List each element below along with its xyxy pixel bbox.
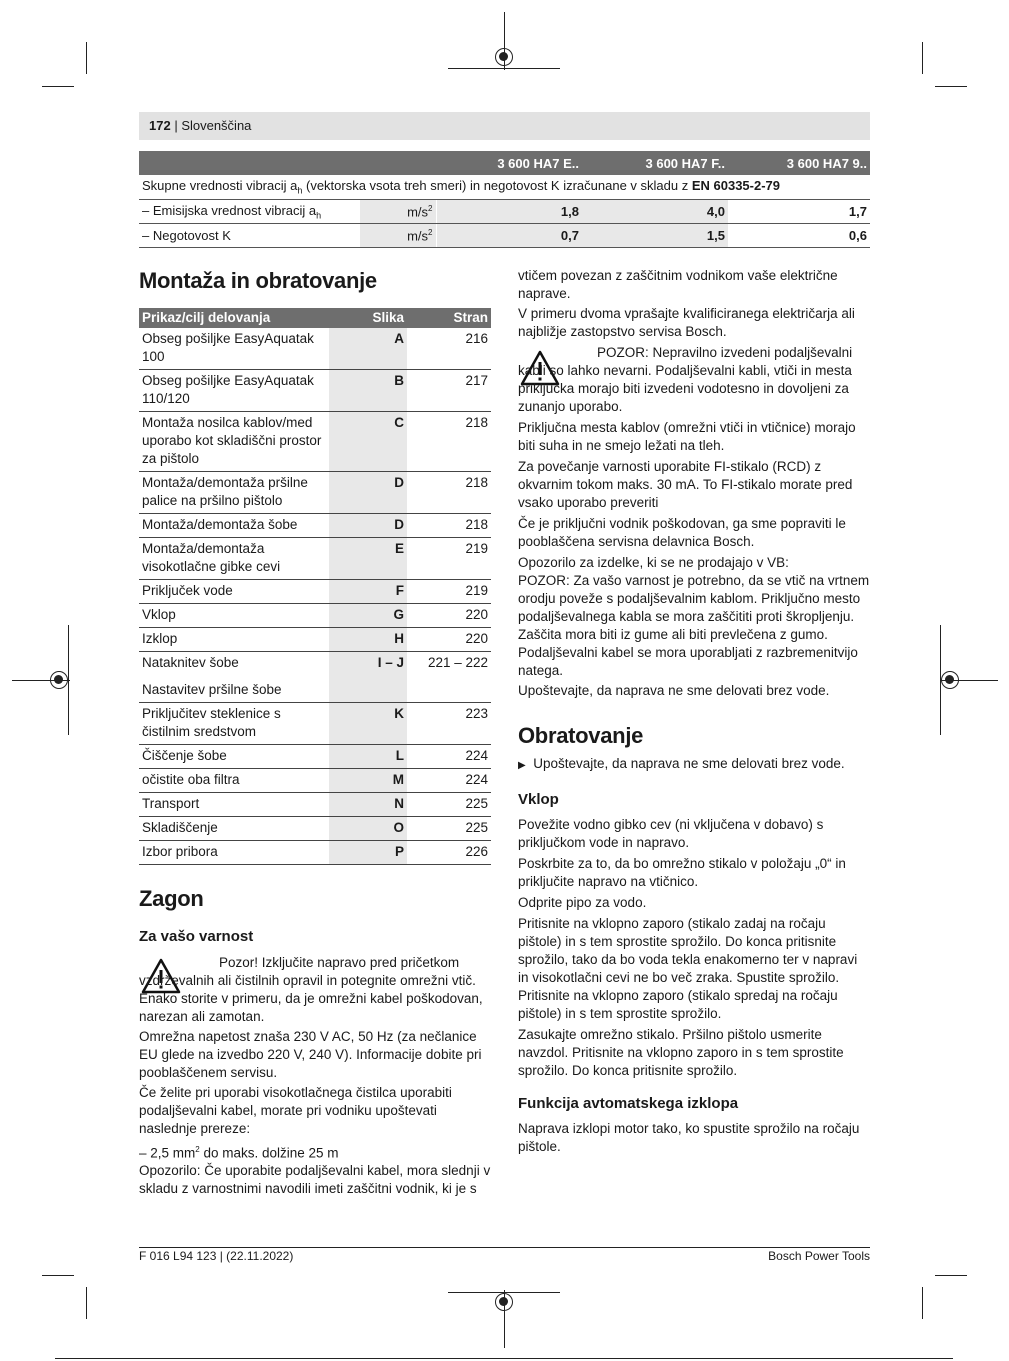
row-label: Nataknitev šobe Nastavitev pršilne šobe [139,652,329,703]
table-row [139,538,491,580]
page-ref: 225 [407,817,491,841]
paragraph: V primeru dvoma vprašajte kvalificiranega električarja ali najbližje zastopstvo servisa Bosch. [518,306,855,339]
table-row [139,652,491,703]
row-label: Izklop [139,628,329,652]
row-label: Obseg pošiljke EasyAquatak 100 [139,328,329,370]
table-row [139,514,491,538]
paragraph: – 2,5 $mm^2$ do maks. dolžine 25 m [139,1145,339,1161]
row-label: – Negotovost K [139,224,360,248]
page-ref: 218 [407,514,491,538]
figure-ref: A [329,328,407,370]
montaza-table [139,308,491,865]
section-title-montaza: Montaža in obratovanje [139,268,377,293]
table-row: – Negotovost K $m/s^2$ 0,7 1,5 0,6 [139,224,870,248]
page-ref: 217 [407,370,491,412]
paragraph: Če želite pri uporabi visokotlačnega čistilca uporabiti podaljševalni kabel, morate pri vodniku upoštevati naslednje prereze: [139,1085,452,1136]
figure-ref: H [329,628,407,652]
figure-ref: L [329,745,407,769]
bullet-item: ▶ Upoštevajte, da naprava ne sme delovati brez vode. [518,756,845,771]
row-label: Priključek vode [139,580,329,604]
table-row [139,328,491,370]
paragraph: Povežite vodno gibko cev (ni vključena v dobavo) s priključkom vode in napravo. [518,817,824,850]
paragraph: Za povečanje varnosti uporabite FI-stikalo (RCD) z okvarnim tokom maks. 30 mA. To FI-stikalo morate pred vsako uporabo preveriti [518,459,853,510]
page-ref: 225 [407,793,491,817]
figure-ref: B [329,370,407,412]
figure-ref: D [329,514,407,538]
row-label: Transport [139,793,329,817]
paragraph: Omrežna napetost znaša 230 V AC, 50 Hz (za nečlanice EU glede na izvedbo 220 V, 240 V). Informacije dobite pri pooblaščenem servisu. [139,1029,482,1080]
page-ref: 221 – 222 [407,652,491,703]
table-row [139,604,491,628]
page-number: 172 [149,118,171,133]
crop-mark [42,86,74,87]
table-row [139,370,491,412]
paragraph: Priključna mesta kablov (omrežni vtiči in vtičnice) morajo biti suha in ne smejo ležati na tleh. [518,420,856,453]
crop-mark [55,1358,953,1359]
figure-ref: N [329,793,407,817]
table-row [139,793,491,817]
row-label: Priključitev steklenice s čistilnim sredstvom [139,703,329,745]
registration-mark-icon [495,48,513,66]
column-header: 3 600 HA7 9.. [728,151,870,175]
page-ref: 223 [407,703,491,745]
section-title-obratovanje: Obratovanje [518,723,644,748]
table-row [139,628,491,652]
row-label: – Emisijska vrednost vibracij $a_h$ [139,200,360,224]
paragraph: Opozorilo za izdelke, ki se ne prodajajo v VB: [518,555,789,570]
paragraph: vtičem povezan z zaščitnim vodnikom vaše električne naprave. [518,268,838,301]
registration-mark-icon [941,671,959,689]
subsection-title: Funkcija avtomatskega izklopa [518,1095,739,1112]
crop-mark [86,42,87,74]
table-row [139,817,491,841]
crop-mark [922,1287,923,1319]
table-row [139,841,491,865]
crop-mark [448,68,560,69]
section-title-zagon: Zagon [139,886,204,911]
figure-ref: D [329,472,407,514]
footer-left: F 016 L94 123 | (22.11.2022) [139,1249,294,1263]
footer-divider [139,1247,870,1248]
page-ref: 218 [407,412,491,472]
row-label: očistite oba filtra [139,769,329,793]
paragraph: Upoštevajte, da naprava ne sme delovati brez vode. [518,683,830,698]
crop-mark [935,86,967,87]
figure-ref: C [329,412,407,472]
paragraph: Naprava izklopi motor tako, ko spustite sprožilo na ročaju pištole. [518,1121,860,1154]
figure-ref: F [329,580,407,604]
vibration-description: Skupne vrednosti vibracij $a_h$ (vektorska vsota treh smeri) in negotovost K izračunane v skladu z EN 60335-2-79 [139,175,870,200]
row-label: Obseg pošiljke EasyAquatak 110/120 [139,370,329,412]
figure-ref: E [329,538,407,580]
column-header: 3 600 HA7 F.. [582,151,728,175]
bullet-arrow-icon: ▶ [518,760,526,771]
paragraph: Poskrbite za to, da bo omrežno stikalo v položaju „0“ in priključite napravo na vtičnico. [518,856,846,889]
column-header: Stran [407,308,491,328]
column-header: Prikaz/cilj delovanja [139,308,329,328]
row-label: Vklop [139,604,329,628]
paragraph: POZOR: Za vašo varnost je potrebno, da se vtič na vrtnem orodju poveže s podaljševalnim kablom. Priključno mesto podaljševalnega kabla se mora zaščititi proti škropljenju. Zaščita mora biti iz gume ali biti prevlečena z gumo. Podaljševalni kabel se mora uporabljati z razbremenitvijo natega. [518,573,870,678]
figure-ref: P [329,841,407,865]
row-label: Čiščenje šobe [139,745,329,769]
crop-mark [922,42,923,74]
table-row: – Emisijska vrednost vibracij $a_h$ $m/s^2$ 1,8 4,0 1,7 [139,200,870,224]
page-ref: 220 [407,628,491,652]
page-ref: 219 [407,580,491,604]
page-ref: 224 [407,745,491,769]
column-header: 3 600 HA7 E.. [436,151,582,175]
row-label: Montaža nosilca kablov/med uporabo kot skladiščni prostor za pištolo [139,412,329,472]
figure-ref: I – J [329,652,407,703]
row-label: Montaža/demontaža pršilne palice na pršilno pištolo [139,472,329,514]
table-row [139,703,491,745]
registration-mark-icon [495,1293,513,1311]
subsection-title: Vklop [518,791,559,808]
figure-ref: O [329,817,407,841]
registration-mark-icon [50,671,68,689]
column-header: Slika [329,308,407,328]
page-ref: 216 [407,328,491,370]
crop-mark [935,1275,967,1276]
paragraph: Če je priključni vodnik poškodovan, ga sme popraviti le pooblaščena servisna delavnica Bosch. [518,516,846,549]
table-row [139,580,491,604]
crop-mark [42,1275,74,1276]
row-label: Montaža/demontaža visokotlačne gibke cevi [139,538,329,580]
vibration-table [139,151,870,248]
row-label: Skladiščenje [139,817,329,841]
figure-ref: G [329,604,407,628]
subsection-title: Za vašo varnost [139,928,254,945]
page-ref: 219 [407,538,491,580]
table-row [139,472,491,514]
page-language: Slovenščina [181,118,252,133]
page-ref: 224 [407,769,491,793]
figure-ref: K [329,703,407,745]
page-header: 172 | Slovenščina [139,112,870,140]
paragraph: Opozorilo: Če uporabite podaljševalni kabel, mora slednji v skladu z varnostnimi navodili imeti zaščitni vodnik, ki je s [139,1163,491,1196]
page-ref: 226 [407,841,491,865]
warning-text: Pozor! Izključite napravo pred pričetkom vzdrževalnih ali čistilnih opravil in potegnite omrežni vtič. Enako storite v primeru, da je omrežni kabel poškodovan, narezan ali zamotan. [139,955,483,1024]
paragraph: Odprite pipo za vodo. [518,895,647,910]
table-row [139,769,491,793]
page-ref: 220 [407,604,491,628]
row-label: Montaža/demontaža šobe [139,514,329,538]
table-row [139,745,491,769]
warning-text: POZOR: Nepravilno izvedeni podaljševalni kabli so lahko nevarni. Podaljševalni kabli, vtiči in mesta priključka morajo biti izvedeni vodotesno in dovoljeni za zunanjo uporabo. [518,345,853,414]
paragraph: Zasukajte omrežno stikalo. Pršilno pištolo usmerite navzdol. Pritisnite na vklopno zaporo in s tem sprostite sprožilo. Do konca pritisnite sprožilo. [518,1027,844,1078]
page-ref: 218 [407,472,491,514]
row-label: Izbor pribora [139,841,329,865]
figure-ref: M [329,769,407,793]
table-row [139,412,491,472]
footer-right: Bosch Power Tools [768,1249,870,1263]
crop-mark [86,1287,87,1319]
paragraph: Pritisnite na vklopno zaporo (stikalo zadaj na ročaju pištole) in s tem sprostite sprožilo. Do konca pritisnite sprožilo, tako da bo voda tekla enakomerno ter v napravi in visokotlačni cevi ne bo več zraka. Spustite sprožilo. Pritisnite na vklopno zaporo (stikalo spredaj na ročaju pištole) in s tem sprostite sprožilo. [518,916,858,1021]
